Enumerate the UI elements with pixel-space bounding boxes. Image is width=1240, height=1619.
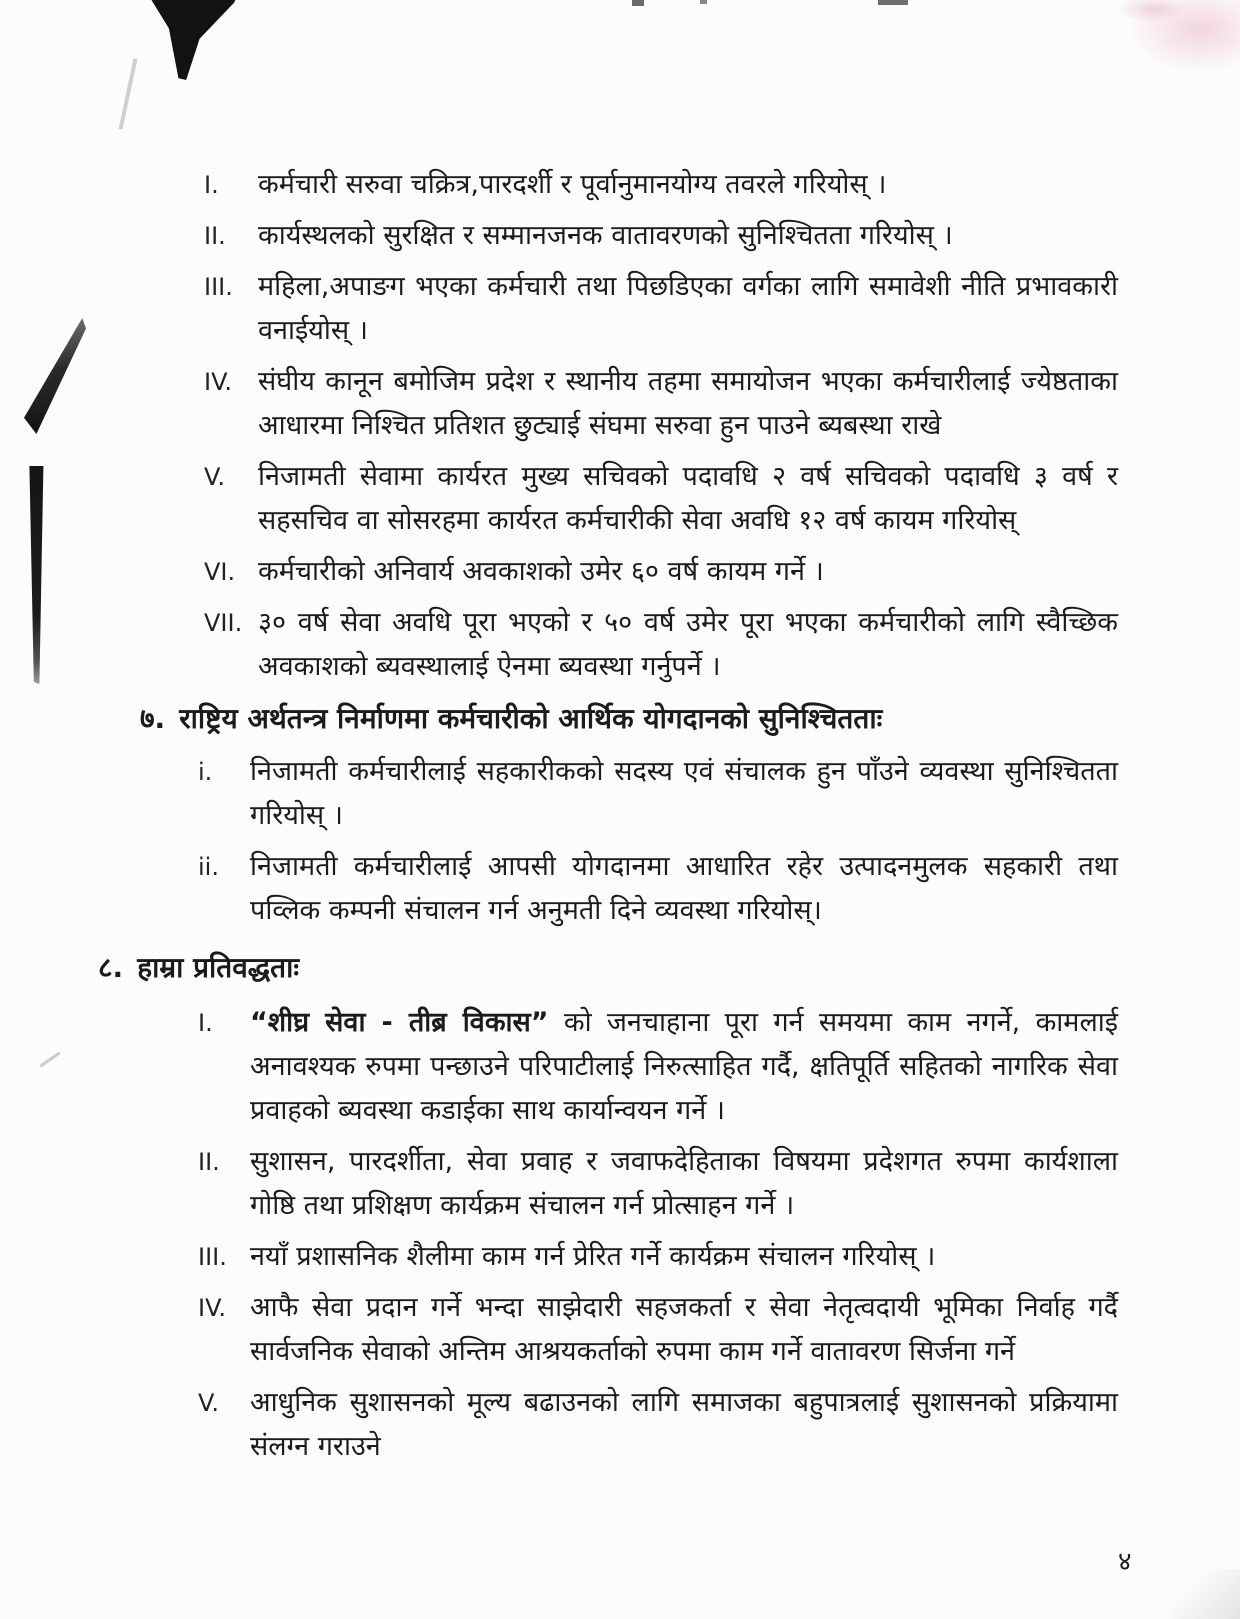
section-8-list xyxy=(0,1001,1240,1469)
section-number: ८. xyxy=(98,951,124,984)
scan-bleed-artifact xyxy=(1116,0,1186,22)
list-item xyxy=(198,1001,1118,1133)
page-number: ४ xyxy=(1118,1547,1132,1577)
list-item-text: कर्मचारी सरुवा चक्रित्र,पारदर्शी र पूर्वानुमानयोग्य तवरले गरियोस् । xyxy=(258,169,887,200)
section-title: राष्ट्रिय अर्थतन्त्र निर्माणमा कर्मचारीको आर्थिक योगदानको सुनिश्चितताः xyxy=(179,702,883,735)
list-item xyxy=(204,265,1118,353)
list-item-text: आधुनिक सुशासनको मूल्य बढाउनको लागि समाजका बहुपात्रलाई सुशासनको प्रक्रियामा संलग्न गराउने xyxy=(250,1387,1118,1462)
list-item xyxy=(204,550,1118,594)
list-item-numeral: II. xyxy=(198,1148,220,1176)
list-item-numeral: III. xyxy=(198,1243,227,1271)
list-item-text-rest: को जनचाहाना पूरा गर्न समयमा काम नगर्ने, कामलाई अनावश्यक रुपमा पन्छाउने परिपाटीलाई निरुत्साहित गर्दै, क्षतिपूर्ति सहितको नागरिक सेवा प्रवाहको ब्यवस्था कडाईका साथ कार्यान्वयन गर्ने । xyxy=(250,1007,1118,1126)
scan-corner-shadow xyxy=(1170,1569,1240,1619)
scan-edge-artifact xyxy=(700,0,707,4)
list-item-text: निजामती सेवामा कार्यरत मुख्य सचिवको पदावधि २ वर्ष सचिवको पदावधि ३ वर्ष र सहसचिव वा सोसरहमा कार्यरत कर्मचारीकी सेवा अवधि १२ वर्ष कायम गरियोस् xyxy=(258,461,1118,536)
scan-edge-artifact xyxy=(632,0,644,6)
list-item xyxy=(198,1140,1118,1228)
ink-blot-artifact xyxy=(142,0,238,80)
list-item-text: सुशासन, पारदर्शीता, सेवा प्रवाह र जवाफदेहिताका विषयमा प्रदेशगत रुपमा कार्यशाला गोष्ठि तथा प्रशिक्षण कार्यक्रम संचालन गर्न प्रोत्साहन गर्ने । xyxy=(250,1146,1118,1221)
list-item xyxy=(204,455,1118,543)
list-item-numeral: VII. xyxy=(204,609,243,637)
list-item-numeral: V. xyxy=(198,1389,219,1417)
document-page xyxy=(0,163,1240,1476)
list-item-numeral: III. xyxy=(204,273,233,301)
list-item-text xyxy=(250,1001,1118,1133)
list-item-numeral: IV. xyxy=(204,368,233,396)
list-item xyxy=(204,601,1118,689)
list-item xyxy=(204,163,1118,207)
section-number: ७. xyxy=(140,702,166,735)
list-item-text: निजामती कर्मचारीलाई आपसी योगदानमा आधारित रहेर उत्पादनमुलक सहकारी तथा पव्लिक कम्पनी संचालन गर्न अनुमती दिने व्यवस्था गरियोस्। xyxy=(250,851,1118,926)
list-item-numeral: I. xyxy=(204,171,219,199)
bold-quoted-phrase: “शीघ्र सेवा - तीब्र विकास” xyxy=(250,1007,549,1038)
list-item xyxy=(198,750,1118,838)
list-item-text: नयाँ प्रशासनिक शैलीमा काम गर्न प्रेरित गर्ने कार्यक्रम संचालन गरियोस् । xyxy=(250,1241,936,1272)
scan-edge-artifact xyxy=(878,0,908,5)
list-item-numeral: i. xyxy=(198,758,213,786)
scan-bleed-artifact xyxy=(1128,0,1240,74)
list-item xyxy=(204,214,1118,258)
list-item xyxy=(204,360,1118,448)
list-item xyxy=(198,845,1118,933)
list-item-numeral: ii. xyxy=(198,853,219,881)
section-8-heading xyxy=(98,945,1240,991)
list-item-text: महिला,अपाङग भएका कर्मचारी तथा पिछडिएका वर्गका लागि समावेशी नीति प्रभावकारी वनाईयोस् । xyxy=(258,271,1118,346)
list-item xyxy=(198,1381,1118,1469)
section-title: हाम्रा प्रतिवद्धताः xyxy=(137,951,300,984)
list-item-text: कार्यस्थलको सुरक्षित र सम्मानजनक वातावरणको सुनिश्चितता गरियोस् । xyxy=(258,220,953,251)
list-item-text: ३० वर्ष सेवा अवधि पूरा भएको र ५० वर्ष उमेर पूरा भएका कर्मचारीको लागि स्वैच्छिक अवकाशको ब्यवस्थालाई ऐनमा ब्यवस्था गर्नुपर्ने । xyxy=(258,607,1118,682)
section-7-heading xyxy=(140,696,1240,742)
list-item-text: संघीय कानून बमोजिम प्रदेश र स्थानीय तहमा समायोजन भएका कर्मचारीलाई ज्येष्ठताका आधारमा निश्चित प्रतिशत छुट्याई संघमा सरुवा हुन पाउने ब्यबस्था राखे xyxy=(258,366,1118,441)
list-item xyxy=(198,1235,1118,1279)
section-7-list xyxy=(0,750,1240,933)
list-item-numeral: I. xyxy=(198,1009,213,1037)
list-item xyxy=(198,1286,1118,1374)
list-item-numeral: IV. xyxy=(198,1294,227,1322)
list-item-text: आफै सेवा प्रदान गर्ने भन्दा साझेदारी सहजकर्ता र सेवा नेतृत्वदायी भूमिका निर्वाह गर्दै सार्वजनिक सेवाको अन्तिम आश्रयकर्ताको रुपमा काम गर्ने वातावरण सिर्जना गर्ने xyxy=(250,1292,1118,1367)
ink-streak-artifact xyxy=(119,58,138,129)
list-item-numeral: V. xyxy=(204,463,225,491)
list-item-text: निजामती कर्मचारीलाई सहकारीकको सदस्य एवं संचालक हुन पाँउने व्यवस्था सुनिश्चितता गरियोस् । xyxy=(250,756,1118,831)
list-item-numeral: VI. xyxy=(204,558,236,586)
list-item-numeral: II. xyxy=(204,222,226,250)
list-item-text: कर्मचारीको अनिवार्य अवकाशको उमेर ६० वर्ष कायम गर्ने । xyxy=(258,556,824,587)
ordered-list-top xyxy=(0,163,1240,689)
